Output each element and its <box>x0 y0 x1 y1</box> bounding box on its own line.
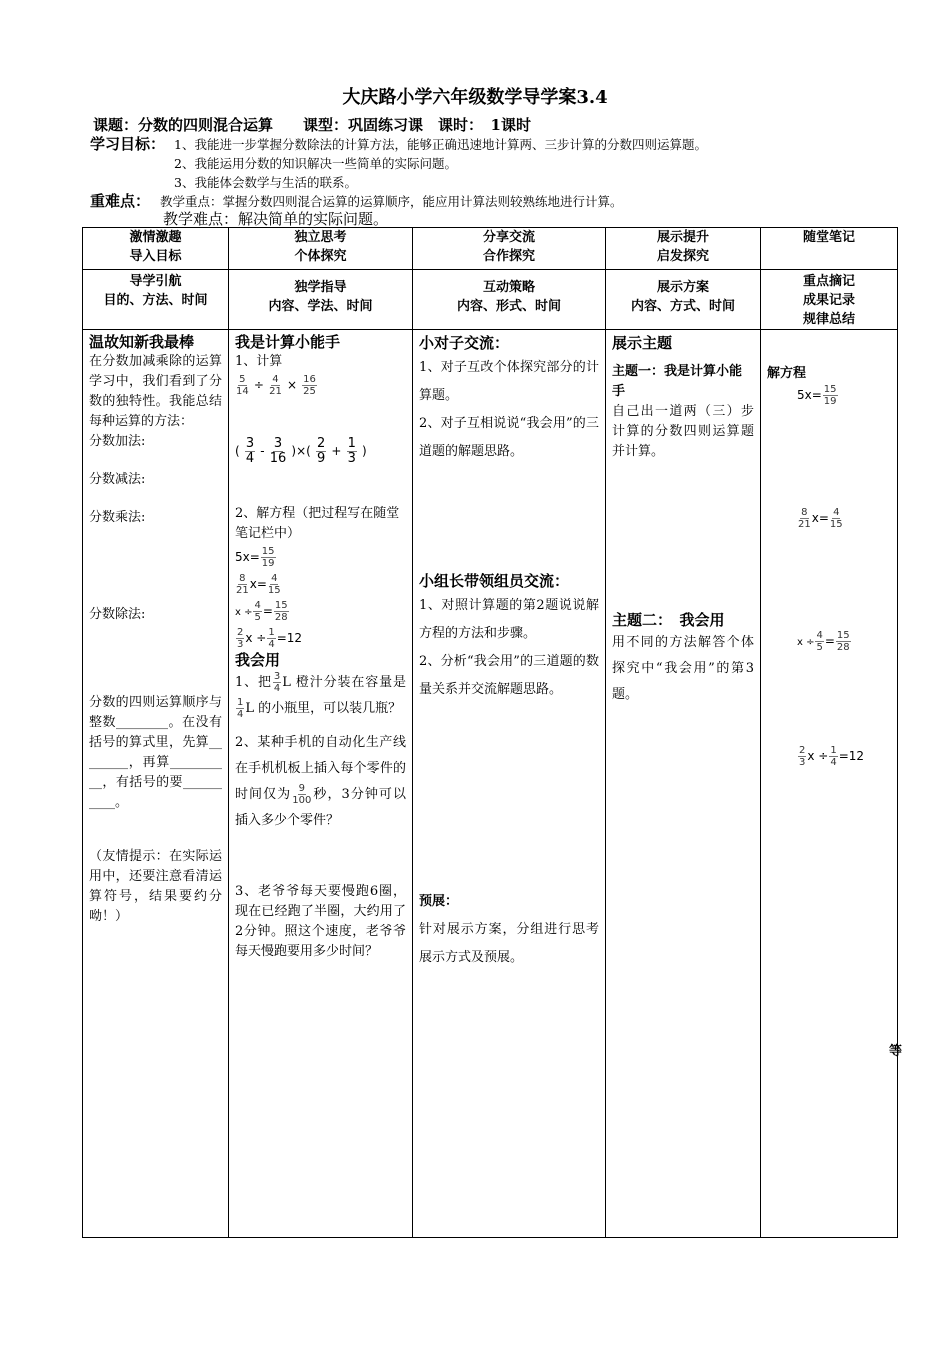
header-cell: 互动策略 内容、形式、时间 <box>413 270 606 330</box>
header-cell: 独立思考 个体探究 <box>229 228 413 270</box>
content-row <box>83 330 898 1238</box>
side-char: 等 <box>889 1044 903 1059</box>
expr-1: $\frac{5}{14}$ ÷ $\frac{4}{21}$ × $\frac{16}{25}$ <box>236 374 316 397</box>
header-row-1 <box>83 228 898 270</box>
key-heading: 重难点： <box>90 192 151 210</box>
theme-1-text: 自己出一道两（三）步计算的分数四则运算题并计算。 <box>612 404 754 459</box>
preview-text: 针对展示方案，分组进行思考展示方式及预展。 <box>419 922 599 965</box>
guide-cell <box>83 330 229 1238</box>
header-cell: 导学引航 目的、方法、时间 <box>83 270 229 330</box>
problem-2: 2、某种手机的自动化生产线在手机机板上插入每个零件的时间仅为 $\frac{9}{100}$ 秒，3分钟可以插入多少个零件？ <box>235 735 406 828</box>
mul-label: 分数乘法: <box>89 510 146 525</box>
independent-cell <box>229 330 413 1238</box>
pair-heading: 小对子交流： <box>419 334 510 352</box>
notes-heading: 解方程 <box>767 366 807 381</box>
order-text: 分数的四则运算顺序与整数________。在没有括号的算式里，先算________，再算__________，有括号的要__________。 <box>89 695 222 810</box>
header-row-2 <box>83 270 898 330</box>
add-label: 分数加法: <box>89 434 146 449</box>
display-heading: 展示主题 <box>612 334 673 352</box>
notes-equation-3: x ÷ $\frac{4}{5}$ = $\frac{15}{28}$ <box>797 630 850 653</box>
pair-task-1: 1、对子互改个体探究部分的计算题。 <box>419 360 599 403</box>
theme-1-title: 主题一：我是计算小能手 <box>612 364 743 399</box>
group-task-2: 2、分析“我会用”的三道题的数量关系并交流解题思路。 <box>419 654 599 697</box>
goal-item-3: 3、我能体会数学与生活的联系。 <box>174 175 357 190</box>
notes-cell <box>761 330 898 1238</box>
col2-heading-2: 我会用 <box>235 651 281 669</box>
col1-heading: 温故知新我最棒 <box>89 333 195 351</box>
sub-label: 分数减法: <box>89 472 146 487</box>
header-cell: 展示方案 内容、方式、时间 <box>606 270 761 330</box>
page-title: 大庆路小学六年级数学导学案3.4 <box>342 87 608 108</box>
header-cell: 重点摘记 成果记录 规律总结 <box>761 270 898 330</box>
equation-label: 2、解方程（把过程写在随堂笔记栏中） <box>235 506 400 541</box>
key-point: 教学重点：掌握分数四则混合运算的运算顺序，能应用计算法则较熟练地进行计算。 <box>160 194 623 209</box>
theme-2-text: 用不同的方法解答个体探究中“我会用”的第3题。 <box>612 635 754 702</box>
goals-heading: 学习目标： <box>90 135 166 153</box>
header-cell: 分享交流 合作探究 <box>413 228 606 270</box>
lesson-meta: 课题：分数的四则混合运算 课型：巩固练习课 课时： 1课时 <box>93 116 531 134</box>
calc-label: 1、计算 <box>235 354 283 369</box>
equation-1: 5x= $\frac{15}{19}$ <box>235 546 275 569</box>
problem-3: 3、老爷爷每天要慢跑6圈，现在已经跑了半圈，大约用了2分钟。照这个速度，老爷爷每天慢跑要用多少时间？ <box>235 884 406 959</box>
theme-2-title: 主题二： 我会用 <box>612 611 725 629</box>
goal-item-2: 2、我能运用分数的知识解决一些简单的实际问题。 <box>174 156 457 171</box>
display-cell <box>606 330 761 1238</box>
header-cell: 随堂笔记 <box>761 228 898 270</box>
goal-item-1: 1、我能进一步掌握分数除法的计算方法，能够正确迅速地计算两、三步计算的分数四则运算题。 <box>174 137 707 152</box>
equation-2: $\frac{8}{21}$ x= $\frac{4}{15}$ <box>236 573 281 596</box>
tip-text: （友情提示：在实际运用中，还要注意看清运算符号，结果要约分呦！） <box>89 849 222 924</box>
col2-heading: 我是计算小能手 <box>235 333 341 351</box>
pair-task-2: 2、对子互相说说“我会用”的三道题的解题思路。 <box>419 416 599 459</box>
notes-equation-2: $\frac{8}{21}$ x= $\frac{4}{15}$ <box>798 507 843 530</box>
lesson-table <box>82 227 898 1238</box>
expr-2: ( $\frac{3}{4}$ - $\frac{3}{16}$ )×( $\frac{2}{9}$ + $\frac{1}{3}$ ) <box>235 436 367 466</box>
div-label: 分数除法: <box>89 607 146 622</box>
interaction-cell <box>413 330 606 1238</box>
equation-4: $\frac{2}{3}$ x ÷ $\frac{1}{4}$ =12 <box>237 627 303 650</box>
key-difficulty: 教学难点：解决简单的实际问题。 <box>163 210 389 228</box>
group-task-1: 1、对照计算题的第2题说说解方程的方法和步骤。 <box>419 598 599 641</box>
problem-1: 1、把 $\frac{3}{4}$ L 橙汁分装在容量是 $\frac{1}{4}$ L 的小瓶里，可以装几瓶？ <box>235 671 406 720</box>
notes-equation-4: $\frac{2}{3}$ x ÷ $\frac{1}{4}$ =12 <box>799 745 865 768</box>
notes-equation-1: 5x= $\frac{15}{19}$ <box>797 384 837 407</box>
header-cell: 独学指导 内容、学法、时间 <box>229 270 413 330</box>
group-heading: 小组长带领组员交流： <box>419 572 570 590</box>
col1-intro: 在分数加减乘除的运算学习中，我们看到了分数的独特性。我能总结每种运算的方法： <box>89 354 222 429</box>
equation-3: x ÷ $\frac{4}{5}$ = $\frac{15}{28}$ <box>235 600 288 623</box>
header-cell: 展示提升 启发探究 <box>606 228 761 270</box>
header-cell: 激情激趣 导入目标 <box>83 228 229 270</box>
preview-heading: 预展： <box>419 894 459 909</box>
